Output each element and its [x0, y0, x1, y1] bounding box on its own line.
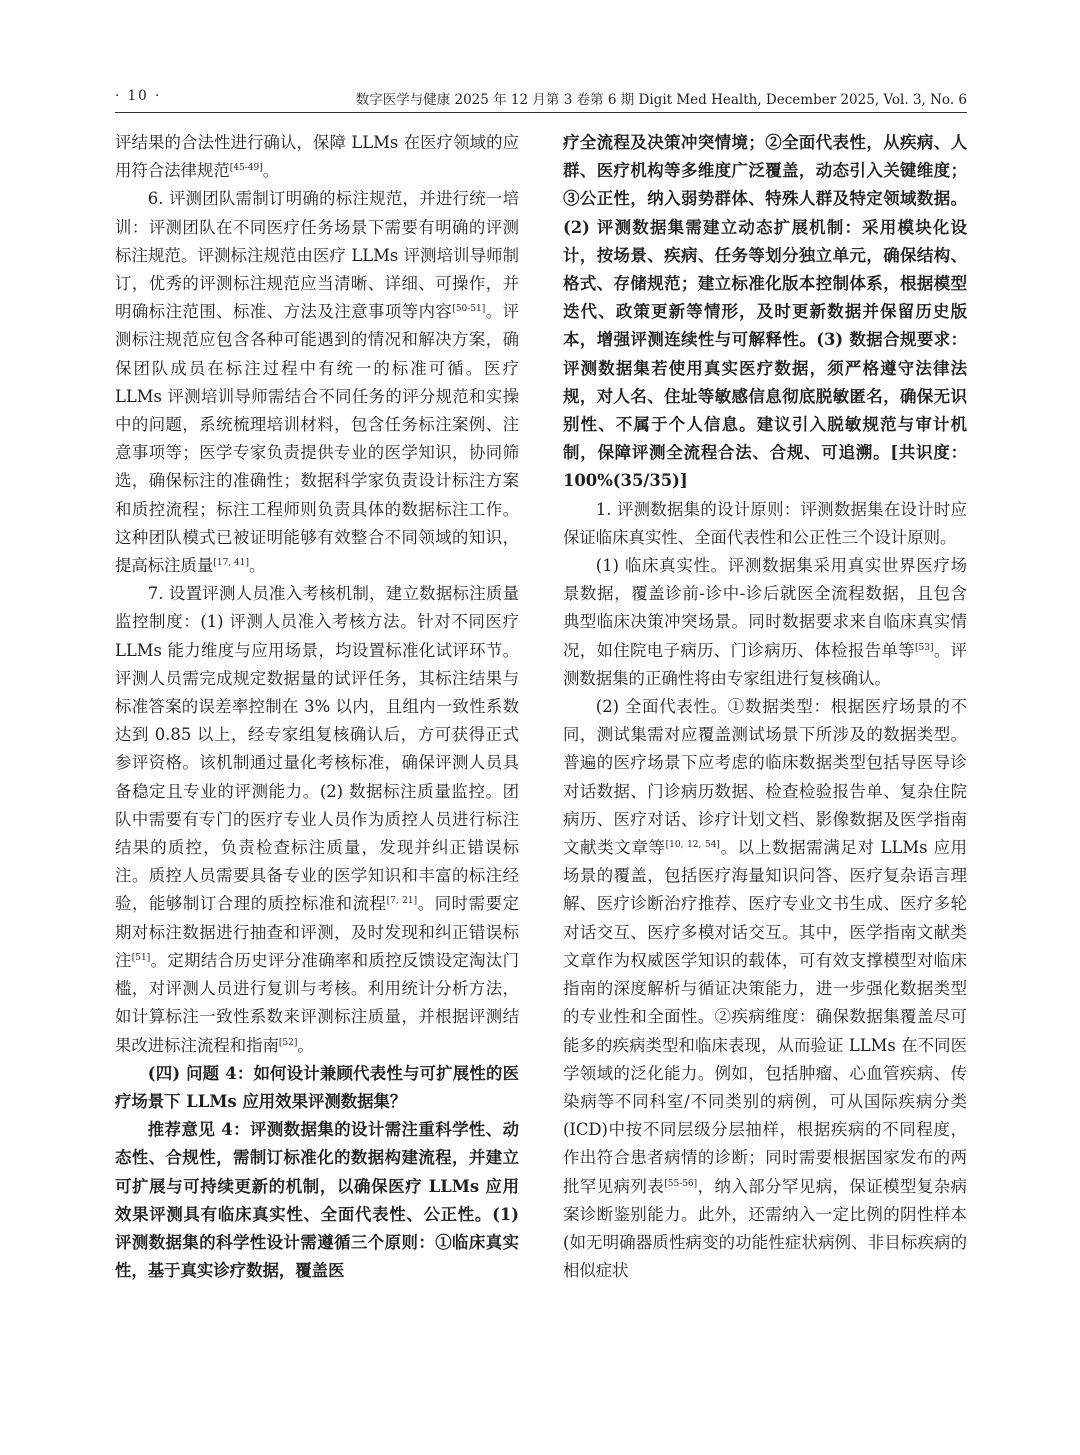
citation-ref: [51] [131, 952, 151, 963]
left-column [115, 129, 519, 1285]
recommendation-paragraph: 推荐意见 4：评测数据集的设计需注重科学性、动态性、合规性，需制订标准化的数据构建流程，并建立可扩展与可持续更新的机制，以确保医疗 LLMs 应用效果评测具有临床真实性、全面代表性、公正性。(1) 评测数据集的科学性设计需遵循三个原则：①临床真实性，基于真实诊疗数据，覆盖医 [115, 1120, 519, 1281]
recommendation-paragraph: 疗全流程及决策冲突情境；②全面代表性，从疾病、人群、医疗机构等多维度广泛覆盖，动态引入关键维度；③公正性，纳入弱势群体、特殊人群及特定领域数据。(2) 评测数据集需建立动态扩展机制：采用模块化设计，按场景、疾病、任务等划分独立单元，确保结构、格式、存储规范；建立标准化版本控制体系，根据模型迭代、政策更新等情形，及时更新数据并保留历史版本，增强评测连续性与可解释性。(3) 数据合规要求：评测数据集若使用真实医疗数据，须严格遵守法律法规，对人名、住址等敏感信息彻底脱敏匿名，确保无识别性、不属于个人信息。建议引入脱敏规范与审计机制，保障评测全流程合法、合规、可追溯。[共识度：100%(35/35)] [563, 133, 967, 491]
right-column [563, 129, 967, 1285]
journal-citation: 数字医学与健康 2025 年 12 月第 3 卷第 6 期 Digit Med Health, December 2025, Vol. 3, No. 6 [355, 92, 967, 108]
header-rule [115, 112, 967, 113]
page-number: · 10 · [115, 88, 162, 104]
citation-ref: [10, 12, 54] [665, 840, 720, 851]
citation-ref: [50-51] [452, 304, 486, 315]
page-header [115, 88, 967, 110]
citation-ref: [17, 41] [213, 558, 249, 569]
paragraph: (1) 临床真实性。评测数据集采用真实世界医疗场景数据，覆盖诊前-诊中-诊后就医全流程数据，且包含典型临床决策冲突场景。同时数据要求来自临床真实情况，如住院电子病历、门诊病历、体检报告单等[53]。评测数据集的正确性将由专家组进行复核确认。 [563, 556, 968, 688]
consensus-note: [共识度：100%(35/35)] [563, 443, 967, 491]
paragraph: 评结果的合法性进行确认，保障 LLMs 在医疗领域的应用符合法律规范[45-49]。 [115, 133, 519, 181]
citation-ref: [52] [278, 1037, 298, 1048]
paragraph: 6. 评测团队需制订明确的标注规范，并进行统一培训：评测团队在不同医疗任务场景下需要有明确的评测标注规范。评测标注规范由医疗 LLMs 评测培训导师制订，优秀的评测标注规范应当清晰、详细、可操作，并明确标注范围、标准、方法及注意事项等内容[50-51]。评测标注规范应包含各种可能遇到的情况和解决方案，确保团队成员在标注过程中有统一的标准可循。医疗 LLMs 评测培训导师需结合不同任务的评分规范和实操中的问题，系统梳理培训材料，包含任务标注案例、注意事项等；医学专家负责提供专业的医学知识，协同筛选，确保标注的准确性；数据科学家负责设计标注方案和质控流程；标注工程师则负责具体的数据标注工作。这种团队模式已被证明能够有效整合不同领域的知识，提高标注质量[17, 41]。 [115, 189, 520, 576]
citation-ref: [45-49] [229, 163, 263, 174]
paragraph: 1. 评测数据集的设计原则：评测数据集在设计时应保证临床真实性、全面代表性和公正性三个设计原则。 [563, 499, 967, 547]
paragraph: 7. 设置评测人员准入考核机制，建立数据标注质量监控制度：(1) 评测人员准入考核方法。针对不同医疗 LLMs 能力维度与应用场景，均设置标准化试评环节。评测人员需完成规定数据量的试评任务，其标注结果与标准答案的误差率控制在 3% 以内，且组内一致性系数达到 0.85 以上，经专家组复核确认后，方可获得正式参评资格。该机制通过量化考核标准，确保评测人员具备稳定且专业的评测能力。(2) 数据标注质量监控。团队中需要有专门的医疗专业人员作为质控人员进行标注结果的质控，负责检查标注质量，发现并纠正错误标注。质控人员需要具备专业的医学知识和丰富的标注经验，能够制订合理的质控标准和流程[7, 21]。同时需要定期对标注数据进行抽查和评测，及时发现和纠正错误标注[51]。定期结合历史评分准确率和质控反馈设定淘汰门槛，对评测人员进行复训与考核。利用统计分析方法，如计算标注一致性系数来评测标注质量，并根据评测结果改进标注流程和指南[52]。 [115, 584, 520, 1055]
citation-ref: [55-56] [664, 1178, 698, 1189]
paragraph: (2) 全面代表性。①数据类型：根据医疗场景的不同，测试集需对应覆盖测试场景下所涉及的数据类型。普遍的医疗场景下应考虑的临床数据类型包括导医导诊对话数据、门诊病历数据、检查检验报告单、复杂住院病历、医疗对话、诊疗计划文档、影像数据及医学指南文献类文章等[10, 12, 54]。以上数据需满足对 LLMs 应用场景的覆盖，包括医疗海量知识问答、医疗复杂语言理解、医疗诊断治疗推荐、医疗专业文书生成、医疗多轮对话交互、医疗多模对话交互。其中，医学指南文献类文章作为权威医学知识的载体，可有效支撑模型对临床指南的深度解析与循证决策能力，进一步强化数据类型的专业性和全面性。②疾病维度：确保数据集覆盖尽可能多的疾病类型和临床表现，从而验证 LLMs 在不同医学领域的泛化能力。例如，包括肿瘤、心血管疾病、传染病等不同科室/不同类别的病例，可从国际疾病分类(ICD)中按不同层级分层抽样，根据疾病的不同程度，作出符合患者病情的诊断；同时需要根据国家发布的两批罕见病列表[55-56]，纳入部分罕见病，保证模型复杂病案诊断鉴别能力。此外，还需纳入一定比例的阴性样本(如无明确器质性病变的功能性症状病例、非目标疾病的相似症状 [563, 697, 968, 1281]
citation-ref: [53] [915, 642, 934, 653]
citation-ref: [7, 21] [386, 896, 418, 907]
section-heading: (四) 问题 4：如何设计兼顾代表性与可扩展性的医疗场景下 LLMs 应用效果评测数据集？ [115, 1063, 519, 1111]
